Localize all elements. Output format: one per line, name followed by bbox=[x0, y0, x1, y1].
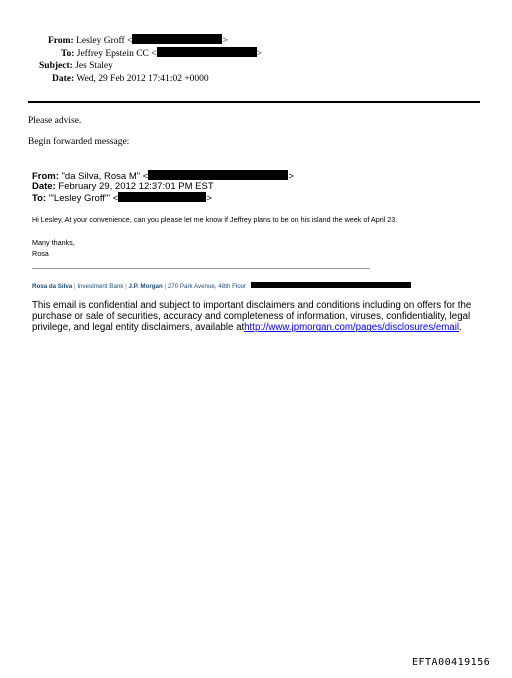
redaction-bar bbox=[118, 192, 206, 202]
signature-separator: | bbox=[73, 283, 76, 290]
document-id: EFTA00419156 bbox=[412, 657, 491, 668]
disclaimer-link[interactable]: http://www.jpmorgan.com/pages/disclosures/email bbox=[244, 322, 460, 334]
fwd-to-label: To: bbox=[32, 193, 47, 204]
redaction-bar bbox=[148, 170, 288, 180]
fwd-from-label: From: bbox=[32, 171, 59, 182]
header-from-label: From: bbox=[48, 36, 74, 46]
fwd-date-row bbox=[32, 181, 214, 192]
header-from-row bbox=[48, 34, 228, 47]
header-subject-label: Subject: bbox=[39, 61, 73, 71]
header-divider bbox=[28, 101, 480, 103]
signature-separator: | bbox=[164, 283, 167, 290]
signature-divider bbox=[32, 268, 370, 269]
header-to-row bbox=[61, 47, 262, 60]
fwd-to-value: "'Lesley Groff'" < bbox=[48, 193, 119, 204]
header-subject-value: Jes Staley bbox=[75, 61, 113, 71]
signature-line bbox=[32, 282, 411, 290]
header-to-close: > bbox=[256, 49, 262, 59]
header-date-value: Wed, 29 Feb 2012 17:41:02 +0000 bbox=[76, 74, 209, 84]
fwd-thanks: Many thanks, bbox=[32, 238, 75, 247]
disclaimer-end: . bbox=[459, 322, 462, 334]
redaction-bar bbox=[251, 282, 411, 288]
header-date-row bbox=[52, 73, 209, 85]
signature-name: Rosa da Silva bbox=[32, 283, 73, 290]
fwd-to-row bbox=[32, 192, 212, 204]
fwd-from-close: > bbox=[288, 171, 294, 182]
fwd-message: Hi Lesley, At your convenience, can you please let me know if Jeffrey plans to be on his island the week of April 23. bbox=[32, 215, 398, 224]
redaction-bar bbox=[132, 34, 222, 44]
fwd-date-value: February 29, 2012 12:37:01 PM EST bbox=[58, 181, 214, 192]
signature-address: 270 Park Avenue, 48th Floor bbox=[167, 283, 247, 290]
disclaimer-text: This email is confidential and subject to important disclaimers and conditions including on offers for the purchase or sale of securities, accuracy and completeness of information, viruses, confidentiality, legal privilege, and legal entity disclaimers, available at bbox=[32, 300, 472, 334]
disclaimer bbox=[32, 300, 487, 334]
signature-separator: | bbox=[125, 283, 127, 290]
body-line-please-advise: Please advise. bbox=[28, 116, 82, 126]
header-from-value: Lesley Groff < bbox=[76, 36, 133, 46]
header-subject-row bbox=[39, 60, 113, 72]
header-from-close: > bbox=[222, 36, 228, 46]
signature-division: Investment Bank bbox=[77, 283, 124, 290]
signature-company: J.P. Morgan bbox=[128, 283, 163, 290]
body-line-forwarded: Begin forwarded message: bbox=[28, 137, 130, 147]
fwd-sender-name: Rosa bbox=[32, 249, 49, 258]
header-to-value: Jeffrey Epstein CC < bbox=[76, 49, 157, 59]
header-to-label: To: bbox=[61, 49, 75, 59]
header-date-label: Date: bbox=[52, 74, 75, 84]
fwd-to-close: > bbox=[206, 193, 212, 204]
redaction-bar bbox=[157, 47, 257, 57]
fwd-from-value: "da Silva, Rosa M" < bbox=[61, 171, 149, 182]
fwd-date-label: Date: bbox=[32, 181, 56, 192]
